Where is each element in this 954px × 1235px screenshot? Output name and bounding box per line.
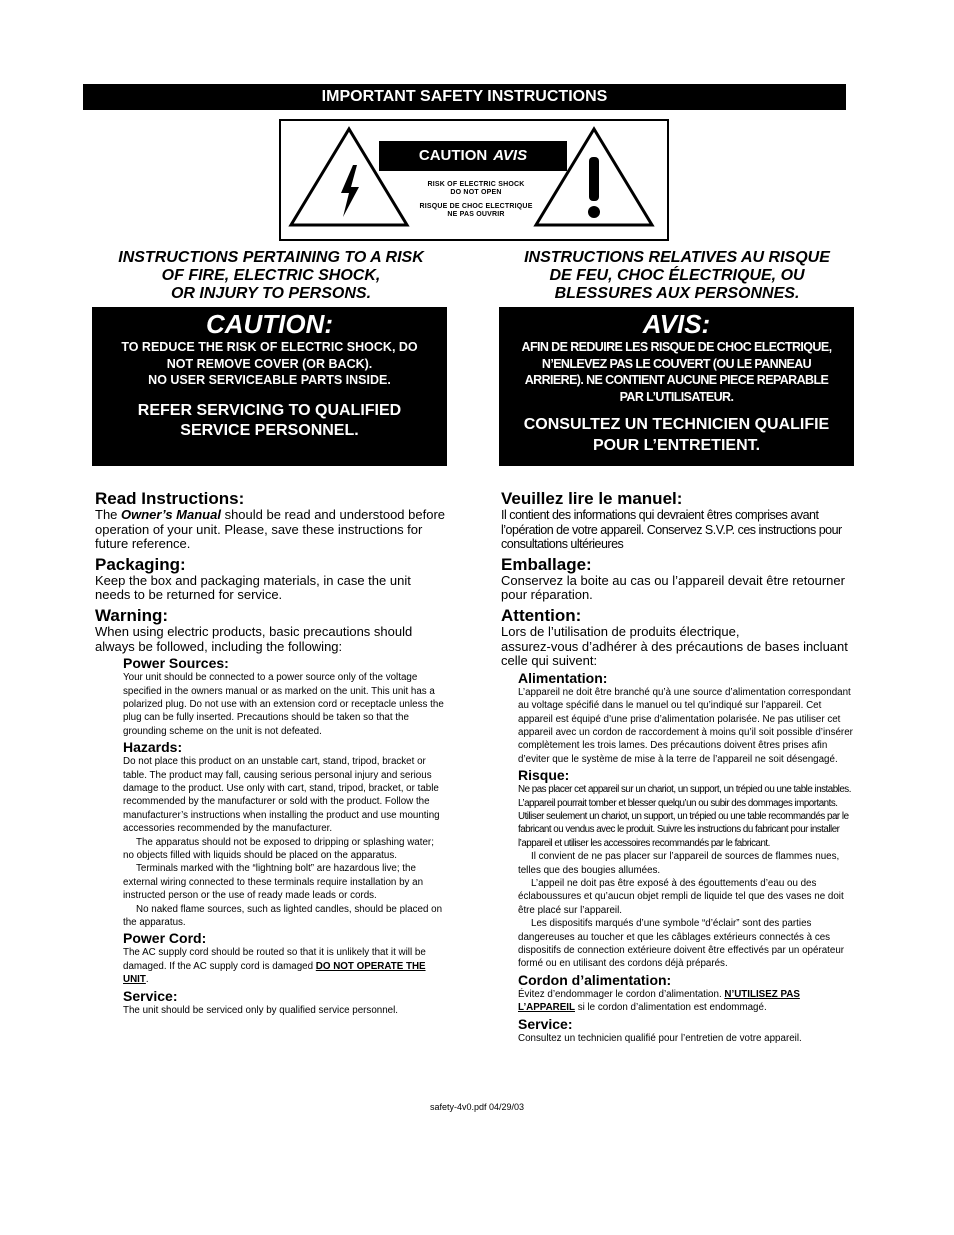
logo-text-line: NE PAS OUVRIR [447,211,505,218]
sub-sections [123,655,447,1017]
subsection-text: Ne pas placer cet appareil sur un chariot, un support, un trépied ou une table instables. L’appareil pourrait tomber et blesser quelqu’un ou subir des dommages importants. Utiliser seulement un chariot, un support, un trépied ou une table recommandés par le fabricant ou vendus avec le produit. Suivre les instructions du fabricant pour installer l’appareil et utiliser les accessoires recommandés par le fabricant. [518,784,851,849]
subsection-text: L’appeil ne doit pas être exposé à des égouttements d’eau ou des éclaboussures et qu’aucun objet rempli de liquide tel que des vases ne doit être placé sur l’appareil. [518,878,844,916]
warning-symbols [281,121,667,239]
subsection-text: Terminals marked with the “lightning bolt” are hazardous live; the external wiring connected to these terminals require installation by an instructed person or the use of ready made leads or cords. [123,863,424,902]
subsection-text: No naked flame sources, such as lighted candles, should be placed on the apparatus. [123,903,443,929]
sub-sections [518,670,853,1045]
subsection-text: Do not place this product on an unstable cart, stand, tripod, bracket or table. The product may fall, causing serious personal injury and serious damage to the product. Use only with cart, stand, tripod, bracket, or table recommended by the manufacturer or sold with the product. Follow the manufacturer’s instructions when installing the product and use mounting accessories recommended by the manufacturer. [123,756,440,835]
heading-right: INSTRUCTIONS RELATIVES AU RISQUE DE FEU, CHOC ÉLECTRIQUE, OU BLESSURES AUX PERSONNES. [524,249,830,302]
section-text: Lors de l’utilisation de produits électrique, [501,623,740,639]
page-banner: IMPORTANT SAFETY INSTRUCTIONS [83,84,846,110]
logo-text-line: RISQUE DE CHOC ELECTRIQUE [419,203,533,210]
section-title: Veuillez lire le manuel: [501,489,683,508]
section-title: Read Instructions: [95,489,245,508]
avis-box: AVIS: AFIN DE REDUIRE LES RISQUE DE CHOC ELECTRIQUE, N’ENLEVEZ PAS LE COUVERT (OU LE PANNEAU ARRIERE). NE CONTIENT AUCUNE PIECE REPARABLE PAR L’UTILISATEUR. CONSULTEZ UN TECHNICIEN QUALIFIE POUR L’ENTRETIENT. [499,307,854,466]
exclamation-icon [589,157,599,201]
section-text: Keep the box and packaging materials, in case the unit needs to be returned for service. [95,572,411,603]
subsection-title: Alimentation: [518,669,608,686]
left-column [95,489,447,1017]
section-text: When using electric products, basic precautions should always be followed, including the following: [95,623,413,654]
section-text: The Owner’s Manual should be read and understood before operation of your unit. Please, save these instructions for future reference. [95,507,446,552]
subsection-text: L’appareil ne doit être branché qu’à une source d’alimentation correspondant au voltage spécifié dans le manuel ou tel qu’indiqué sur l’appareil. Cet appareil est équipé d’une prise d’alimentation polarisée. Ne pas utiliser cet appareil avec un cordon de raccordement à moins qu’il soit possible d’insérer complètement les trois lames. Des précautions doivent êtres prises afin d’eviter que le système de mise à la terre de l’appareil ne soit désengagé. [518,686,853,765]
subsection-text: Consultez un technicien qualifié pour l’entretien de votre appareil. [518,1032,802,1044]
caution-box: CAUTION: TO REDUCE THE RISK OF ELECTRIC SHOCK, DO NOT REMOVE COVER (OR BACK). NO USER SERVICEABLE PARTS INSIDE. REFER SERVICING TO QUALIFIED SERVICE PERSONNEL. [92,307,447,466]
right-column [501,489,853,1045]
subsection-title: Hazards: [123,739,183,756]
subsection-title: Service: [123,987,178,1004]
subsection-text: Les dispositifs marqués d’une symbole “d’éclair” sont des parties dangereuses au toucher et que les câblages extérieurs connectés à ces dispositifs de connection extérieure doivent être effectivés par un opérateur formé ou en utilisant des cordons déjà préparés. [518,918,845,970]
caution-logo [279,119,669,241]
section-title: Attention: [501,605,582,625]
section-title: Packaging: [95,554,186,574]
subsection-text: The unit should be serviced only by qualified service personnel. [123,1004,399,1016]
logo-text-line: RISK OF ELECTRIC SHOCK [427,181,525,188]
section-title: Emballage: [501,554,592,574]
subsection-text: The apparatus should not be exposed to dripping or splashing water; no objects filled with liquids should be placed on the apparatus. [123,836,434,862]
subsection-title: Cordon d’alimentation: [518,971,672,988]
subsection-title: Service: [518,1015,573,1032]
subsection-text: Your unit should be connected to a power source only of the voltage specified in the owners manual or as marked on the unit. This unit has a polarized plug. Do not use with an extension cord or receptacle unless the plug can be fully inserted. Precautions should be taken so that the grounding scheme on the unit is not defeated. [123,672,444,737]
subsection-title: Power Cord: [123,930,207,947]
section-text: Il contient des informations qui devraient êtres comprises avant l’opération de votre appareil. Conservez S.V.P. ces instructions pour consultations ultérieures [501,508,842,552]
section-title: Warning: [95,605,169,625]
footer-filename: safety-4v0.pdf 04/29/03 [429,1102,525,1112]
subsection-text: The AC supply cord should be routed so that it is unlikely that it will be damaged. If the AC supply cord is damaged DO NOT OPERATE THE UNIT. [123,947,426,986]
logo-text-line: DO NOT OPEN [450,189,502,196]
subsection-title: Risque: [518,767,570,784]
section-text: Conservez la boite au cas ou l’appareil devait être retourner pour réparation. [501,572,845,603]
lightning-bolt-icon [341,165,359,217]
subsection-text: Il convient de ne pas placer sur l’appareil de sources de flammes nues, telles que des bougies allumées. [518,851,840,876]
section-text: assurez-vous d’adhérer à des précautions de bases incluant celle qui suivent: [501,638,848,669]
subsection-text: Évitez d’endommager le cordon d’alimentation. N’UTILISEZ PAS L’APPAREIL si le cordon d’alimentation est endommagé. [518,988,800,1014]
heading-left: INSTRUCTIONS PERTAINING TO A RISK OF FIRE, ELECTRIC SHOCK, OR INJURY TO PERSONS. [118,249,424,302]
subsection-title: Power Sources: [123,655,229,672]
caution-label: CAUTION AVIS [379,141,567,171]
